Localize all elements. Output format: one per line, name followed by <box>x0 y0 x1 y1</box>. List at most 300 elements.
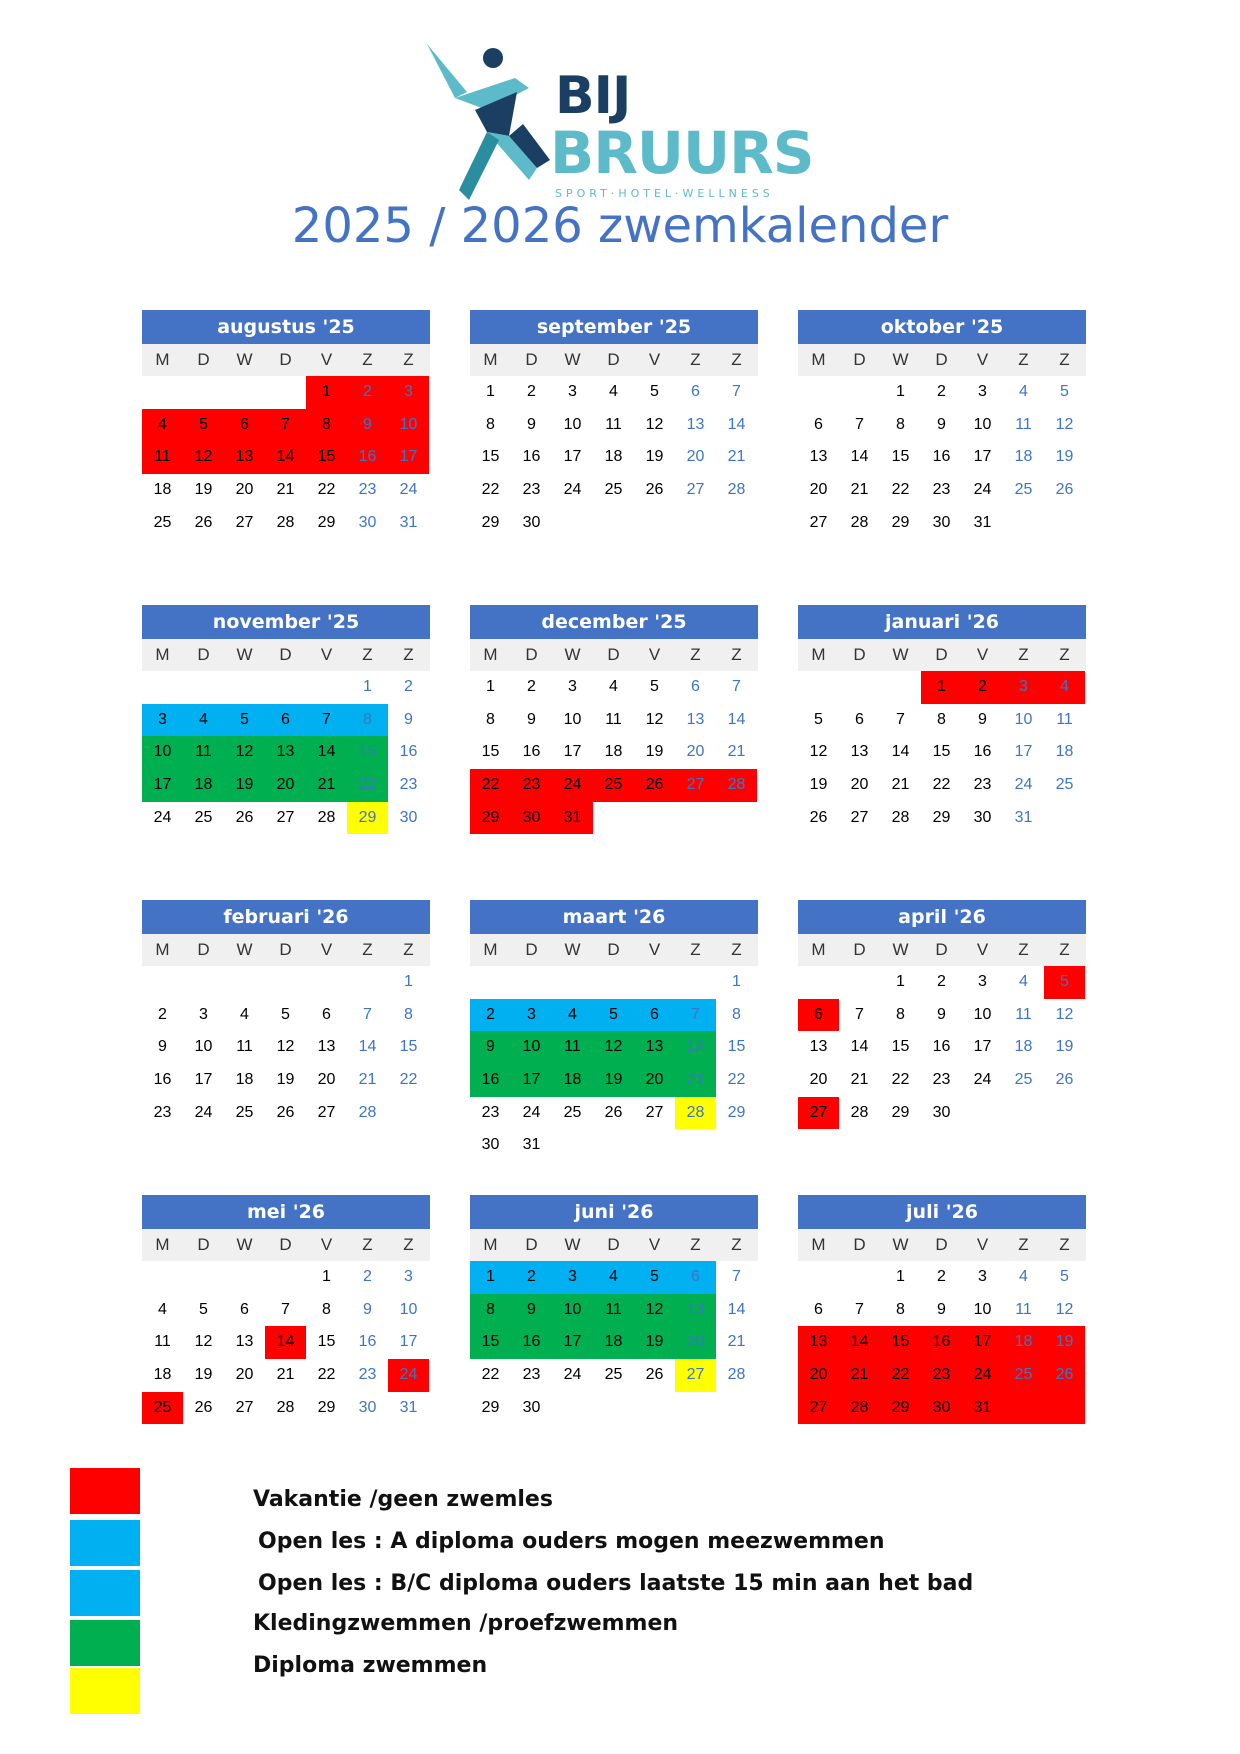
weekday-label: Z <box>690 940 701 959</box>
day-cell: 20 <box>809 1071 828 1089</box>
day-cell: 25 <box>1014 1071 1033 1089</box>
weekday-header-row <box>798 934 1086 966</box>
day-cell: 6 <box>855 710 864 728</box>
month-header: augustus '25 <box>142 310 430 344</box>
week-row <box>142 769 430 802</box>
day-cell: 9 <box>937 1300 946 1318</box>
day-cell: 31 <box>522 1136 541 1154</box>
day-cell: 30 <box>932 513 951 531</box>
week-row <box>470 671 758 704</box>
day-cell: 29 <box>470 802 511 835</box>
logo-tagline: SPORT·HOTEL·WELLNESS <box>555 187 774 200</box>
day-cell: 29 <box>347 802 388 835</box>
day-cell: 13 <box>317 1038 336 1056</box>
month-header: januari '26 <box>798 605 1086 639</box>
logo-text-bij: BIJ <box>555 66 631 126</box>
day-cell: 12 <box>634 1294 675 1327</box>
empty-cell <box>552 1392 593 1425</box>
day-cell: 5 <box>1060 1268 1069 1285</box>
day-cell: 8 <box>404 1005 413 1023</box>
week-row <box>470 1097 758 1130</box>
day-cell: 23 <box>481 1103 500 1121</box>
day-cell: 21 <box>675 1064 716 1097</box>
day-cell: 22 <box>891 1071 910 1089</box>
day-cell: 9 <box>158 1038 167 1056</box>
empty-cell <box>634 802 675 835</box>
empty-cell <box>593 802 634 835</box>
week-row <box>142 736 430 769</box>
week-row <box>470 1129 758 1162</box>
week-row <box>142 1261 430 1294</box>
day-cell: 23 <box>511 769 552 802</box>
logo <box>425 40 815 205</box>
day-cell: 16 <box>347 441 388 474</box>
day-cell: 27 <box>235 513 254 531</box>
day-cell: 26 <box>194 513 213 531</box>
day-cell: 28 <box>358 1103 377 1121</box>
day-cell: 2 <box>937 383 946 400</box>
day-cell: 2 <box>404 678 413 695</box>
day-cell: 1 <box>404 973 413 990</box>
day-cell: 2 <box>527 383 536 400</box>
day-cell: 26 <box>634 769 675 802</box>
day-cell: 24 <box>973 1071 992 1089</box>
day-cell: 11 <box>605 710 622 728</box>
day-cell: 23 <box>921 1359 962 1392</box>
day-cell: 8 <box>347 704 388 737</box>
day-cell: 16 <box>522 743 541 761</box>
day-cell: 3 <box>404 1268 413 1285</box>
day-cell: 14 <box>306 736 347 769</box>
weekday-label: Z <box>362 645 373 664</box>
empty-cell <box>142 376 183 409</box>
day-cell: 14 <box>675 1031 716 1064</box>
day-cell: 27 <box>675 769 716 802</box>
day-cell: 17 <box>511 1064 552 1097</box>
day-cell: 4 <box>552 999 593 1032</box>
day-cell: 30 <box>358 513 377 531</box>
weekday-header-row <box>470 344 758 376</box>
day-cell: 18 <box>1003 1326 1044 1359</box>
weekday-label: W <box>564 645 581 664</box>
day-cell: 5 <box>593 999 634 1032</box>
day-cell: 30 <box>399 808 418 826</box>
day-cell: 30 <box>932 1103 951 1121</box>
weekday-label: D <box>853 940 866 959</box>
day-cell: 14 <box>727 710 746 728</box>
weekday-label: Z <box>1018 350 1029 369</box>
week-row <box>142 474 430 507</box>
weekday-label: Z <box>1059 1235 1070 1254</box>
month-block <box>470 310 758 539</box>
day-cell: 25 <box>194 808 213 826</box>
day-cell: 19 <box>634 1326 675 1359</box>
day-cell: 7 <box>855 415 864 433</box>
day-cell: 2 <box>470 999 511 1032</box>
day-cell: 18 <box>593 1326 634 1359</box>
week-row <box>470 736 758 769</box>
empty-cell <box>675 802 716 835</box>
day-cell: 6 <box>675 1261 716 1294</box>
day-cell: 28 <box>850 513 869 531</box>
day-cell: 30 <box>522 513 541 531</box>
month-header: november '25 <box>142 605 430 639</box>
empty-cell <box>142 966 183 999</box>
day-cell: 14 <box>265 1326 306 1359</box>
day-cell: 21 <box>850 481 869 499</box>
day-cell: 4 <box>1044 671 1085 704</box>
day-cell: 4 <box>593 1261 634 1294</box>
weekday-label: Z <box>731 1235 742 1254</box>
empty-cell <box>183 376 224 409</box>
day-cell: 15 <box>347 736 388 769</box>
week-row <box>470 769 758 802</box>
day-cell: 17 <box>194 1071 213 1089</box>
day-cell: 31 <box>973 513 992 531</box>
day-cell: 12 <box>1055 1300 1074 1318</box>
day-cell: 20 <box>809 481 828 499</box>
day-cell: 12 <box>194 1333 213 1351</box>
month-block <box>470 605 758 834</box>
day-cell: 2 <box>158 1005 167 1023</box>
week-row <box>142 1031 430 1064</box>
day-cell: 3 <box>978 973 987 990</box>
week-row <box>470 1392 758 1425</box>
day-cell: 20 <box>235 481 254 499</box>
day-cell: 9 <box>470 1031 511 1064</box>
day-cell: 15 <box>880 1326 921 1359</box>
day-cell: 26 <box>604 1103 623 1121</box>
day-cell: 23 <box>153 1103 172 1121</box>
day-cell: 22 <box>891 481 910 499</box>
day-cell: 20 <box>798 1359 839 1392</box>
weekday-label: V <box>976 350 989 369</box>
empty-cell <box>265 1261 306 1294</box>
week-row <box>470 1261 758 1294</box>
empty-cell <box>593 1392 634 1425</box>
day-cell: 15 <box>727 1038 746 1056</box>
day-cell: 17 <box>973 448 992 466</box>
day-cell: 13 <box>686 710 705 728</box>
week-row <box>798 671 1086 704</box>
legend-swatch-blue <box>70 1570 140 1616</box>
day-cell: 2 <box>347 376 388 409</box>
day-cell: 14 <box>850 448 869 466</box>
day-cell: 12 <box>645 415 664 433</box>
day-cell: 26 <box>1055 481 1074 499</box>
weekday-label: M <box>811 1235 826 1254</box>
weekday-label: Z <box>731 645 742 664</box>
empty-cell <box>306 671 347 704</box>
week-row <box>470 474 758 507</box>
week-row <box>798 966 1086 999</box>
day-cell: 17 <box>399 1333 418 1351</box>
day-cell: 30 <box>358 1398 377 1416</box>
month-header: juli '26 <box>798 1195 1086 1229</box>
week-row <box>142 1392 430 1425</box>
day-cell: 1 <box>322 1268 331 1285</box>
weekday-label: D <box>607 350 620 369</box>
day-cell: 3 <box>199 1005 208 1023</box>
day-cell: 19 <box>1055 1038 1074 1056</box>
day-cell: 13 <box>634 1031 675 1064</box>
week-row <box>470 1294 758 1327</box>
month-block <box>142 310 430 539</box>
day-cell: 18 <box>1014 1038 1033 1056</box>
weekday-label: Z <box>403 1235 414 1254</box>
day-cell: 13 <box>798 1326 839 1359</box>
week-row <box>142 1359 430 1392</box>
weekday-label: Z <box>1059 350 1070 369</box>
empty-cell <box>716 802 757 835</box>
day-cell: 20 <box>634 1064 675 1097</box>
day-cell: 14 <box>358 1038 377 1056</box>
day-cell: 21 <box>839 1359 880 1392</box>
day-cell: 27 <box>645 1103 664 1121</box>
empty-cell <box>962 1097 1003 1130</box>
week-row <box>798 474 1086 507</box>
month-block <box>142 900 430 1129</box>
empty-cell <box>1044 1097 1085 1130</box>
day-cell: 25 <box>235 1103 254 1121</box>
day-cell: 11 <box>1015 1005 1032 1023</box>
weekday-label: D <box>197 1235 210 1254</box>
weekday-label: M <box>811 940 826 959</box>
empty-cell <box>839 1261 880 1294</box>
day-cell: 5 <box>183 409 224 442</box>
day-cell: 26 <box>235 808 254 826</box>
day-cell: 28 <box>276 1398 295 1416</box>
day-cell: 2 <box>511 1261 552 1294</box>
day-cell: 28 <box>317 808 336 826</box>
weekday-label: D <box>197 645 210 664</box>
day-cell: 20 <box>850 776 869 794</box>
week-row <box>798 769 1086 802</box>
logo-text-bruurs: BRUURS <box>550 119 814 187</box>
day-cell: 6 <box>240 1300 249 1318</box>
empty-cell <box>839 671 880 704</box>
empty-cell <box>675 507 716 540</box>
week-row <box>798 1326 1086 1359</box>
weekday-header-row <box>142 639 430 671</box>
day-cell: 13 <box>686 415 705 433</box>
empty-cell <box>634 1129 675 1162</box>
weekday-label: Z <box>362 350 373 369</box>
week-row <box>798 1261 1086 1294</box>
day-cell: 17 <box>142 769 183 802</box>
day-cell: 19 <box>645 448 664 466</box>
day-cell: 21 <box>850 1071 869 1089</box>
day-cell: 17 <box>552 1326 593 1359</box>
day-cell: 6 <box>691 678 700 695</box>
day-cell: 26 <box>194 1398 213 1416</box>
weekday-label: V <box>648 350 661 369</box>
day-cell: 18 <box>604 448 623 466</box>
day-cell: 6 <box>224 409 265 442</box>
weekday-header-row <box>142 1229 430 1261</box>
day-cell: 14 <box>727 415 746 433</box>
day-cell: 24 <box>1014 776 1033 794</box>
empty-cell <box>183 966 224 999</box>
weekday-label: D <box>853 1235 866 1254</box>
weekday-label: Z <box>403 940 414 959</box>
day-cell: 18 <box>153 481 172 499</box>
legend-swatch-red <box>70 1468 140 1514</box>
day-cell: 23 <box>358 481 377 499</box>
week-row <box>798 1064 1086 1097</box>
week-row <box>798 1031 1086 1064</box>
day-cell: 11 <box>154 1333 171 1351</box>
day-cell: 20 <box>686 448 705 466</box>
weekday-label: Z <box>731 940 742 959</box>
weekday-label: D <box>607 645 620 664</box>
week-row <box>470 966 758 999</box>
day-cell: 10 <box>973 1300 992 1318</box>
day-cell: 7 <box>732 383 741 400</box>
day-cell: 24 <box>563 481 582 499</box>
weekday-label: Z <box>1018 645 1029 664</box>
weekday-label: D <box>935 645 948 664</box>
week-row <box>142 441 430 474</box>
week-row <box>470 1064 758 1097</box>
week-row <box>798 1392 1086 1425</box>
day-cell: 6 <box>798 999 839 1032</box>
empty-cell <box>798 671 839 704</box>
empty-cell <box>1003 1097 1044 1130</box>
day-cell: 16 <box>932 1038 951 1056</box>
day-cell: 16 <box>921 1326 962 1359</box>
day-cell: 29 <box>727 1103 746 1121</box>
day-cell: 30 <box>921 1392 962 1425</box>
day-cell: 5 <box>1044 966 1085 999</box>
day-cell: 5 <box>650 678 659 695</box>
day-cell: 27 <box>850 808 869 826</box>
day-cell: 9 <box>511 1294 552 1327</box>
day-cell: 3 <box>568 383 577 400</box>
day-cell: 29 <box>481 1398 500 1416</box>
day-cell: 19 <box>1055 448 1074 466</box>
legend-label-vakantie: Vakantie /geen zwemles <box>253 1487 553 1512</box>
weekday-label: D <box>525 645 538 664</box>
weekday-label: V <box>320 1235 333 1254</box>
day-cell: 17 <box>563 448 582 466</box>
weekday-label: Z <box>1059 645 1070 664</box>
day-cell: 29 <box>880 1392 921 1425</box>
weekday-label: D <box>853 350 866 369</box>
day-cell: 10 <box>388 409 429 442</box>
day-cell: 24 <box>552 769 593 802</box>
month-header: december '25 <box>470 605 758 639</box>
week-row <box>142 704 430 737</box>
day-cell: 12 <box>809 743 828 761</box>
day-cell: 31 <box>399 513 418 531</box>
weekday-header-row <box>142 934 430 966</box>
weekday-label: V <box>320 350 333 369</box>
day-cell: 11 <box>552 1031 593 1064</box>
legend-label-open-les-a: Open les : A diploma ouders mogen meezwemmen <box>258 1529 885 1554</box>
day-cell: 9 <box>527 415 536 433</box>
day-cell: 16 <box>522 448 541 466</box>
day-cell: 6 <box>691 383 700 400</box>
weekday-label: W <box>236 1235 253 1254</box>
day-cell: 20 <box>235 1366 254 1384</box>
day-cell: 3 <box>142 704 183 737</box>
day-cell: 1 <box>363 678 372 695</box>
day-cell: 28 <box>727 481 746 499</box>
page-title: 2025 / 2026 zwemkalender <box>291 198 949 254</box>
week-row <box>470 704 758 737</box>
day-cell: 6 <box>634 999 675 1032</box>
day-cell: 14 <box>839 1326 880 1359</box>
day-cell: 23 <box>522 1366 541 1384</box>
weekday-label: W <box>892 350 909 369</box>
day-cell: 28 <box>675 1097 716 1130</box>
empty-cell <box>716 507 757 540</box>
day-cell: 29 <box>891 1103 910 1121</box>
weekday-label: D <box>935 1235 948 1254</box>
day-cell: 7 <box>281 1300 290 1318</box>
day-cell: 4 <box>1019 383 1028 400</box>
week-row <box>470 1359 758 1392</box>
month-header: april '26 <box>798 900 1086 934</box>
day-cell: 1 <box>470 1261 511 1294</box>
day-cell: 1 <box>921 671 962 704</box>
day-cell: 24 <box>973 481 992 499</box>
empty-cell <box>1003 1392 1044 1425</box>
day-cell: 26 <box>645 481 664 499</box>
week-row <box>470 409 758 442</box>
empty-cell <box>224 966 265 999</box>
day-cell: 10 <box>563 710 582 728</box>
day-cell: 28 <box>716 769 757 802</box>
day-cell: 10 <box>511 1031 552 1064</box>
weekday-label: V <box>648 1235 661 1254</box>
day-cell: 10 <box>399 1300 418 1318</box>
week-row <box>798 736 1086 769</box>
empty-cell <box>265 966 306 999</box>
weekday-label: W <box>236 940 253 959</box>
weekday-label: Z <box>362 940 373 959</box>
day-cell: 20 <box>317 1071 336 1089</box>
day-cell: 31 <box>1014 808 1033 826</box>
weekday-label: W <box>564 1235 581 1254</box>
weekday-label: D <box>279 350 292 369</box>
day-cell: 13 <box>850 743 869 761</box>
day-cell: 4 <box>142 409 183 442</box>
day-cell: 1 <box>486 678 495 695</box>
day-cell: 19 <box>276 1071 295 1089</box>
day-cell: 11 <box>1015 1300 1032 1318</box>
week-row <box>142 1064 430 1097</box>
weekday-label: Z <box>690 645 701 664</box>
weekday-header-row <box>142 344 430 376</box>
day-cell: 4 <box>609 383 618 400</box>
day-cell: 29 <box>932 808 951 826</box>
day-cell: 12 <box>1055 1005 1074 1023</box>
empty-cell <box>1044 507 1085 540</box>
day-cell: 31 <box>552 802 593 835</box>
weekday-label: M <box>155 1235 170 1254</box>
day-cell: 2 <box>937 1268 946 1285</box>
empty-cell <box>388 1097 429 1130</box>
legend-label-diploma: Diploma zwemmen <box>253 1653 488 1678</box>
empty-cell <box>839 966 880 999</box>
weekday-label: D <box>525 350 538 369</box>
legend-swatch-blue <box>70 1520 140 1566</box>
day-cell: 3 <box>388 376 429 409</box>
day-cell: 19 <box>645 743 664 761</box>
empty-cell <box>593 507 634 540</box>
